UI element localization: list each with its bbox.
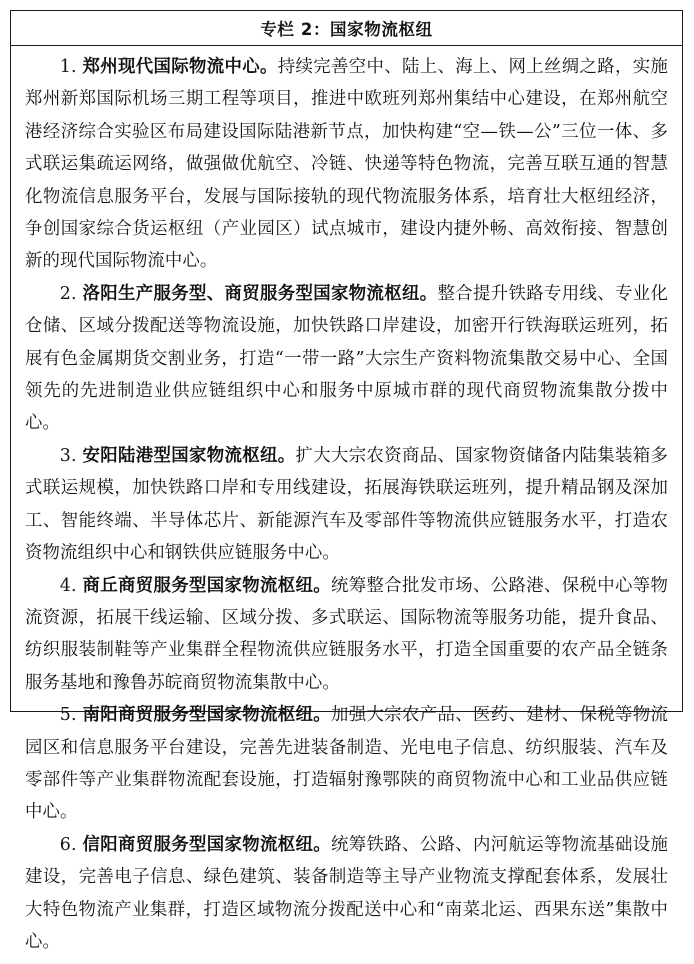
callout-item-6-body: 统筹铁路、公路、内河航运等物流基础设施建设，完善电子信息、绿色建筑、装备制造等主导产业物流支撑配套体系，发展壮大特色物流产业集群，打造区域物流分拨配送中心和“南菜北运、西果东送”集散中心。 — [25, 834, 668, 952]
callout-item-1-number: 1. — [59, 57, 77, 77]
callout-item-5 — [25, 699, 668, 829]
callout-title: 专栏 2：国家物流枢纽 — [260, 20, 433, 39]
callout-item-2-lead: 洛阳生产服务型、商贸服务型国家物流枢纽。 — [82, 283, 438, 304]
callout-item-4 — [25, 570, 668, 700]
callout-item-1 — [25, 51, 668, 278]
callout-body — [11, 46, 682, 964]
callout-item-3-lead: 安阳陆港型国家物流枢纽。 — [82, 445, 296, 466]
callout-box — [10, 10, 683, 952]
callout-item-1-lead: 郑州现代国际物流中心。 — [82, 57, 278, 77]
callout-item-2-number: 2. — [59, 283, 77, 304]
callout-item-1-body: 持续完善空中、陆上、海上、网上丝绸之路，实施郑州新郑国际机场三期工程等项目，推进中欧班列郑州集结中心建设，在郑州航空港经济综合实验区布局建设国际陆港新节点，加快构建“空—铁—公”三位一体、多式联运集疏运网络，做强做优航空、冷链、快递等特色物流，完善互联互通的智慧化物流信息服务平台，发展与国际接轨的现代物流服务体系，培育壮大枢纽经济，争创国家综合货运枢纽（产业园区）试点城市，建设内捷外畅、高效衔接、智慧创新的现代国际物流中心。 — [25, 57, 668, 272]
callout-title-row — [11, 11, 682, 46]
callout-item-3 — [25, 440, 668, 570]
callout-item-6-lead: 信阳商贸服务型国家物流枢纽。 — [82, 834, 331, 855]
callout-item-5-body: 加强大宗农产品、医药、建材、保税等物流园区和信息服务平台建设，完善先进装备制造、光电电子信息、纺织服装、汽车及零部件等产业集群物流配套设施，打造辐射豫鄂陕的商贸物流中心和工业品供应链中心。 — [25, 705, 668, 823]
callout-item-5-number: 5. — [59, 705, 77, 726]
callout-item-4-body: 统筹整合批发市场、公路港、保税中心等物流资源，拓展干线运输、区域分拨、多式联运、国际物流等服务功能，提升食品、纺织服装制鞋等产业集群全程物流供应链服务水平，打造全国重要的农产品全链条服务基地和豫鲁苏皖商贸物流集散中心。 — [25, 575, 668, 693]
callout-item-3-number: 3. — [59, 445, 77, 466]
callout-item-2 — [25, 278, 668, 440]
callout-item-5-lead: 南阳商贸服务型国家物流枢纽。 — [82, 705, 331, 726]
callout-item-4-lead: 商丘商贸服务型国家物流枢纽。 — [82, 575, 331, 596]
callout-item-2-body: 整合提升铁路专用线、专业化仓储、区域分拨配送等物流设施，加快铁路口岸建设，加密开行铁海联运班列，拓展有色金属期货交割业务，打造“一带一路”大宗生产资料物流集散交易中心、全国领先的先进制造业供应链组织中心和服务中原城市群的现代商贸物流集散分拨中心。 — [25, 283, 668, 434]
callout-item-6 — [25, 829, 668, 959]
callout-item-4-number: 4. — [59, 575, 77, 596]
callout-item-6-number: 6. — [59, 834, 77, 855]
callout-item-3-body: 扩大大宗农资商品、国家物资储备内陆集装箱多式联运规模，加快铁路口岸和专用线建设，拓展海铁联运班列，提升精品钢及深加工、智能终端、半导体芯片、新能源汽车及零部件等物流供应链服务水平，打造农资物流组织中心和钢铁供应链服务中心。 — [25, 445, 668, 564]
